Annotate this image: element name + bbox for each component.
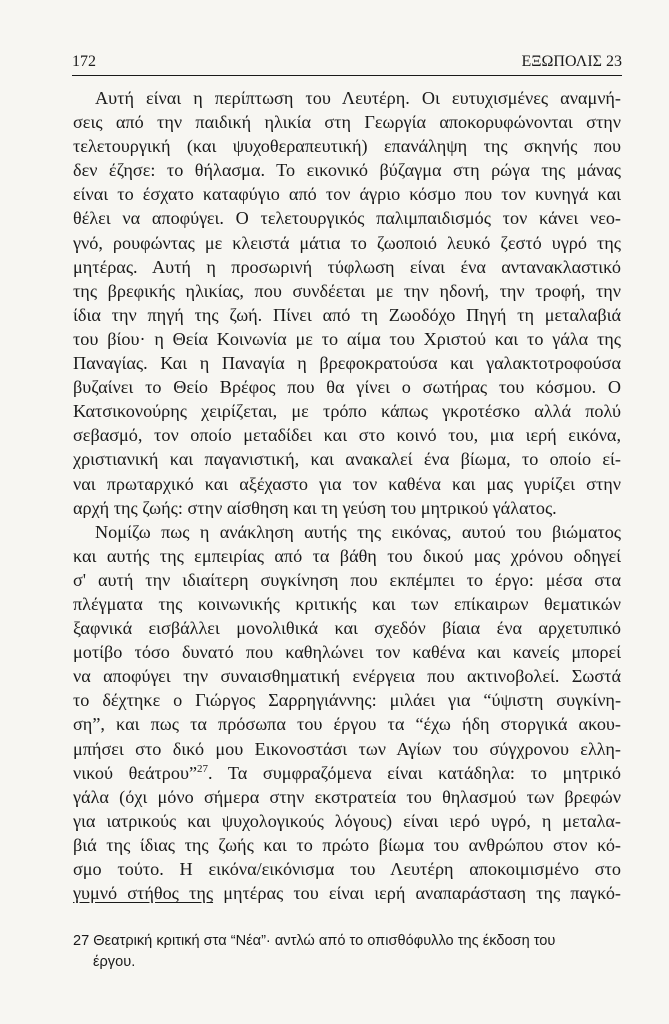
text-line-with-footnote-ref: νικού θεάτρου”$^{27}$. Τα συμφραζόμενα είναι κατάδηλα: το μητρικό: [73, 762, 621, 783]
header-rule: [72, 75, 622, 76]
text-line: και αυτής της εμπειρίας από τα βάθη του δικού μας χρόνου οδηγεί: [73, 545, 621, 566]
footnote-27-line1: 27 Θεατρική κριτική στα “Νέα”· αντλώ από το οπισθόφυλλο της έκδοση του: [73, 933, 556, 949]
footnote-27-line2: έργου.: [93, 954, 136, 970]
text-line: Αυτή είναι η περίπτωση του Λευτέρη. Οι ευτυχισμένες αναμνή-: [95, 88, 621, 108]
text-line: τελετουργική (και ψυχοθεραπευτική) επανάληψη της σκηνής που: [73, 136, 621, 157]
text-line: ση”, και πως τα πρόσωπα του έργου τα “έχω ήδη στοργικά ακου-: [73, 714, 621, 735]
text-line: μπήσει στο δικό μου Εικονοστάσι των Αγίων του σύγχρονου ελλη-: [73, 738, 621, 759]
footnote-ref[interactable]: 27: [197, 762, 209, 775]
text-line: αρχή της ζωής: στην αίσθηση και τη γεύση του μητρικού γάλατος.: [73, 497, 557, 518]
footnotes: [73, 931, 621, 973]
text-line: Κατσικονούρης χειρίζεται, με τρόπο κάπως γκροτέσκο αλλά πολύ: [73, 401, 621, 422]
text-line: ναι πρωταρχικό και αξέχαστο για τον καθένα και μας γυρίζει στην: [73, 473, 621, 494]
text-line: σμο τούτο. Η εικόνα/εικόνισμα του Λευτέρη αποκοιμισμένο στο: [73, 859, 621, 879]
text-line: σεις από την παιδική ηλικία στη Γεωργία αποκορυφώνονται στην: [73, 112, 621, 133]
text-line: είναι το έσχατο καταφύγιο από τον άγριο κόσμο που τον κυνηγά και: [73, 184, 621, 205]
text-line: χριστιανική και παγανιστική, και ανακαλεί ένα βίωμα, το οποίο εί-: [73, 449, 621, 470]
text-line: δεν έζησε: το θήλασμα. Το εικονικό βύζαγμα στη ρώγα της μάνας: [73, 160, 621, 181]
body-text: [73, 86, 621, 905]
text-line: θέλει να αποφύγει. Ο τελετουργικός παλιμπαιδισμός τον κάνει νεο-: [73, 208, 621, 229]
underlined-phrase: γυμνό στήθος της: [73, 883, 214, 904]
text-line: ίδια την πηγή της ζωή. Πίνει από τη Ζωοδόχο Πηγή τη μεταλαβιά: [73, 304, 621, 325]
text-line: μητέρας. Αυτή η προσωρινή τύφλωση είναι ένα αντανακλαστικό: [73, 256, 621, 277]
text-line: σεβασμό, τον οποίο μεταδίδει και στο κοινό του, μια ιερή εικόνα,: [73, 425, 621, 446]
text-line: βυζαίνει το Θείο Βρέφος που θα γίνει ο σωτήρας του κόσμου. Ο: [73, 377, 621, 398]
text-line: της βρεφικής ηλικίας, που συνδέεται με την ηδονή, την τροφή, την: [73, 280, 621, 301]
text-line: Νομίζω πως η ανάκληση αυτής της εικόνας, αυτού του βιώματος: [95, 521, 621, 542]
text-line: για ιατρικούς και ψυχολογικούς λόγους) είναι ιερό υγρό, η μεταλα-: [73, 810, 621, 831]
text-line: σ' αυτή την ιδιαίτερη συγκίνηση που εκπέμπει το έργο: μέσα στα: [73, 569, 621, 590]
text-line: βιά της ίδιας της ζωής και το πρώτο βίωμα του ανθρώπου στον κό-: [73, 834, 621, 855]
text-line-underlined: γυμνό στήθος της μητέρας του είναι ιερή αναπαράσταση της παγκό-: [73, 883, 621, 904]
paragraph-1: [73, 86, 621, 520]
running-head: [72, 49, 622, 75]
page-number: 172: [72, 53, 96, 70]
paragraph-2: [73, 520, 621, 906]
text-line: γνό, ρουφώντας με κλειστά μάτια το ζωοποιό λευκό ζεστό υγρό της: [73, 232, 621, 253]
text-line: του βίου· η Θεία Κοινωνία με το αίμα του Χριστού και το γάλα της: [73, 328, 621, 349]
text-line: πλέγματα της κοινωνικής κριτικής και των επίκαιρων θεματικών: [73, 593, 621, 614]
text-line: ξαφνικά εισβάλλει μονολιθικά και σχεδόν βίαια ένα αρχετυπικό: [73, 618, 621, 639]
journal-title: ΕΞΩΠΟΛΙΣ 23: [521, 53, 622, 70]
text-line: μοτίβο τόσο δυνατό που καθηλώνει τον καθένα και κανείς μπορεί: [73, 642, 621, 663]
text-line: Παναγίας. Και η Παναγία η βρεφοκρατούσα και γαλακτοτροφούσα: [73, 353, 621, 374]
text-line: το δέχτηκε ο Γιώργος Σαρρηγιάννης: μιλάει για “ύψιστη συγκίνη-: [73, 690, 621, 711]
text-line: να αποφύγει την συναισθηματική ενέργεια που ακτινοβολεί. Σωστά: [73, 666, 621, 687]
text-line: γάλα (όχι μόνο σήμερα στην εκστρατεία του θηλασμού των βρεφών: [73, 786, 621, 807]
